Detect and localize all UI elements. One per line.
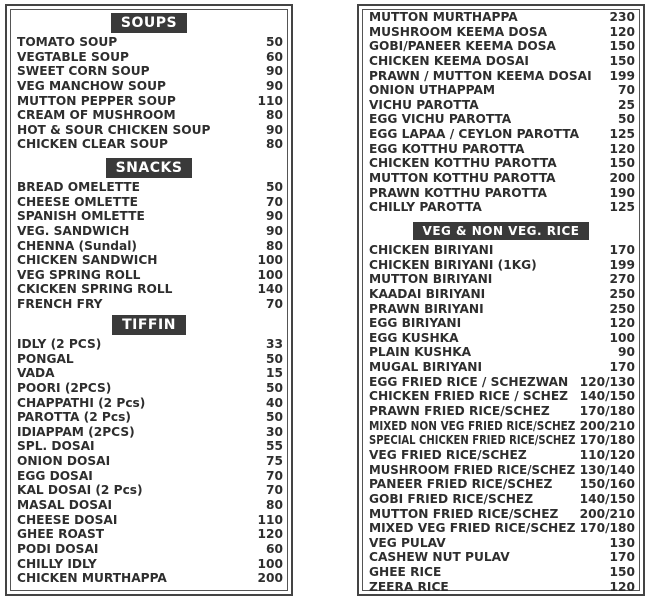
item-price: 120/130 — [579, 374, 635, 389]
item-price: 80 — [266, 498, 283, 513]
item-price: 110 — [257, 512, 283, 527]
item-name: CHAPPATHI (2 Pcs) — [17, 395, 146, 410]
menu-item — [359, 186, 643, 201]
item-name: CHICKEN KOTTHU PAROTTA — [369, 156, 557, 171]
menu-item — [359, 448, 643, 463]
item-price: 125 — [609, 127, 635, 142]
section-header-wrap — [7, 314, 291, 334]
section-header: TIFFIN — [112, 315, 186, 335]
snacks-section — [7, 157, 291, 312]
item-name: CHILLY IDLY — [17, 556, 97, 571]
item-price: 110/120 — [579, 447, 635, 462]
item-price: 200/210 — [579, 418, 635, 433]
menu-item — [7, 410, 291, 425]
item-price: 40 — [266, 395, 283, 410]
item-price: 70 — [266, 297, 283, 312]
item-name: KAL DOSAI (2 Pcs) — [17, 483, 143, 498]
item-price: 199 — [609, 68, 635, 83]
menu-item — [359, 10, 643, 25]
item-price: 130/140 — [579, 462, 635, 477]
item-name: MUSHROOM FRIED RICE/SCHEZ — [369, 462, 576, 477]
menu-item — [7, 253, 291, 268]
item-name: GOBI/PANEER KEEMA DOSA — [369, 39, 556, 54]
item-name: EGG FRIED RICE / SCHEZWAN — [369, 374, 569, 389]
item-name: PRAWN FRIED RICE/SCHEZ — [369, 404, 550, 419]
item-price: 80 — [266, 137, 283, 152]
menu-item — [7, 94, 291, 109]
item-name: VEG. SANDWICH — [17, 223, 130, 238]
item-name: CHEESE OMLETTE — [17, 194, 138, 209]
item-name: VADA — [17, 366, 55, 381]
menu-item — [359, 536, 643, 551]
item-name: MUTTON PEPPER SOUP — [17, 93, 176, 108]
item-price: 125 — [609, 200, 635, 215]
item-price: 70 — [618, 83, 635, 98]
menu-item — [359, 156, 643, 171]
menu-item — [359, 171, 643, 186]
item-name: VEG MANCHOW SOUP — [17, 78, 166, 93]
item-name: CREAM OF MUSHROOM — [17, 108, 176, 123]
item-name: PANEER FRIED RICE/SCHEZ — [369, 477, 553, 492]
menu-item — [7, 79, 291, 94]
menu-item — [7, 180, 291, 195]
item-name: EGG BIRIYANI — [369, 316, 462, 331]
item-price: 170 — [609, 360, 635, 375]
item-price: 25 — [618, 97, 635, 112]
item-price: 120 — [609, 141, 635, 156]
menu-item — [359, 287, 643, 302]
item-name: MIXED NON VEG FRIED RICE/SCHEZ — [369, 418, 576, 433]
item-name: GHEE RICE — [369, 565, 442, 580]
menu-item — [359, 316, 643, 331]
item-name: SWEET CORN SOUP — [17, 64, 150, 79]
section-header: SOUPS — [111, 13, 187, 33]
menu-item — [359, 69, 643, 84]
item-name: VEG SPRING ROLL — [17, 267, 141, 282]
menu-item — [7, 483, 291, 498]
item-name: CHICKEN KEEMA DOSAI — [369, 53, 529, 68]
item-name: MUSHROOM KEEMA DOSA — [369, 24, 548, 39]
item-price: 270 — [609, 272, 635, 287]
item-price: 70 — [266, 468, 283, 483]
item-name: MUGAL BIRIYANI — [369, 360, 483, 375]
tiffin-section — [7, 314, 291, 586]
item-name: FRENCH FRY — [17, 297, 103, 312]
item-name: CHILLY PAROTTA — [369, 200, 482, 215]
item-name: EGG KUSHKA — [369, 330, 459, 345]
item-name: VEG FRIED RICE/SCHEZ — [369, 447, 527, 462]
item-price: 170 — [609, 550, 635, 565]
item-name: GHEE ROAST — [17, 527, 105, 542]
menu-item — [359, 550, 643, 565]
section-header-wrap — [7, 12, 291, 32]
item-name: MASAL DOSAI — [17, 498, 113, 513]
menu-item — [359, 243, 643, 258]
item-price: 150 — [609, 53, 635, 68]
item-name: POORI (2PCS) — [17, 380, 112, 395]
item-name: GOBI FRIED RICE/SCHEZ — [369, 491, 534, 506]
item-name: CKICKEN SPRING ROLL — [17, 282, 173, 297]
item-name: IDIAPPAM (2PCS) — [17, 424, 135, 439]
item-price: 190 — [609, 185, 635, 200]
menu-item — [359, 25, 643, 40]
item-price: 200 — [257, 571, 283, 586]
menu-item — [7, 337, 291, 352]
menu-item — [7, 396, 291, 411]
menu-item — [359, 83, 643, 98]
menu-item — [359, 419, 643, 434]
menu-item — [359, 272, 643, 287]
item-name: CHEESE DOSAI — [17, 512, 118, 527]
item-price: 100 — [609, 330, 635, 345]
item-price: 80 — [266, 108, 283, 123]
menu-item — [7, 195, 291, 210]
item-name: SPL. DOSAI — [17, 439, 95, 454]
item-name: EGG VICHU PAROTTA — [369, 112, 512, 127]
item-name: MUTTON BIRIYANI — [369, 272, 493, 287]
menu-item — [359, 389, 643, 404]
menu-item — [359, 54, 643, 69]
item-price: 15 — [266, 366, 283, 381]
item-price: 90 — [266, 78, 283, 93]
menu-item — [359, 580, 643, 595]
menu-item — [7, 282, 291, 297]
menu-item — [7, 352, 291, 367]
item-price: 170/180 — [579, 521, 635, 536]
menu-page-left — [5, 4, 293, 596]
item-price: 150/160 — [579, 477, 635, 492]
item-name: PONGAL — [17, 351, 74, 366]
item-name: PRAWN BIRIYANI — [369, 301, 484, 316]
item-price: 230 — [609, 10, 635, 24]
item-name: EGG LAPAA / CEYLON PAROTTA — [369, 127, 579, 142]
continued-section — [359, 10, 643, 215]
item-name: CHICKEN SANDWICH — [17, 253, 158, 268]
menu-item — [7, 513, 291, 528]
item-name: MUTTON KOTTHU PAROTTA — [369, 171, 556, 186]
item-name: VEGTABLE SOUP — [17, 49, 129, 64]
item-name: SPECIAL CHICKEN FRIED RICE/SCHEZ — [369, 433, 576, 448]
item-price: 100 — [257, 253, 283, 268]
item-price: 90 — [266, 122, 283, 137]
menu-item — [359, 127, 643, 142]
item-price: 55 — [266, 439, 283, 454]
menu-item — [7, 137, 291, 152]
item-name: CHENNA (Sundal) — [17, 238, 137, 253]
item-price: 120 — [609, 579, 635, 594]
menu-item — [359, 142, 643, 157]
item-name: CHICKEN FRIED RICE / SCHEZ — [369, 389, 568, 404]
menu-item — [7, 224, 291, 239]
item-price: 120 — [609, 24, 635, 39]
item-name: ONION DOSAI — [17, 454, 111, 469]
item-name: KAADAI BIRIYANI — [369, 286, 486, 301]
menu-item — [359, 404, 643, 419]
item-price: 170/180 — [579, 404, 635, 419]
item-price: 140/150 — [579, 389, 635, 404]
item-name: ZEERA RICE — [369, 579, 449, 594]
menu-page-right — [357, 4, 645, 596]
item-price: 170 — [609, 243, 635, 257]
item-name: PLAIN KUSHKA — [369, 345, 472, 360]
section-header-wrap — [7, 157, 291, 177]
menu-item — [7, 381, 291, 396]
item-name: ONION UTHAPPAM — [369, 83, 496, 98]
item-name: EGG KOTTHU PAROTTA — [369, 141, 525, 156]
menu-item — [7, 297, 291, 312]
item-price: 50 — [266, 35, 283, 49]
menu-item — [7, 35, 291, 50]
section-header: VEG & NON VEG. RICE — [413, 222, 590, 240]
item-name: CHICKEN MURTHAPPA — [17, 571, 167, 586]
item-price: 60 — [266, 541, 283, 556]
item-name: PRAWN KOTTHU PAROTTA — [369, 185, 547, 200]
item-name: TOMATO SOUP — [17, 35, 118, 49]
item-name: IDLY (2 PCS) — [17, 337, 102, 351]
item-name: VICHU PAROTTA — [369, 97, 479, 112]
item-price: 33 — [266, 337, 283, 351]
menu-item — [7, 454, 291, 469]
menu-item — [359, 507, 643, 522]
item-price: 120 — [257, 527, 283, 542]
menu-item — [359, 360, 643, 375]
item-name: MUTTON MURTHAPPA — [369, 10, 518, 24]
menu-item — [7, 50, 291, 65]
menu-item — [7, 239, 291, 254]
menu-item — [7, 439, 291, 454]
menu-item — [359, 98, 643, 113]
item-price: 75 — [266, 454, 283, 469]
item-price: 100 — [257, 556, 283, 571]
item-name: CHICKEN BIRIYANI (1KG) — [369, 257, 537, 272]
menu-item — [359, 200, 643, 215]
item-name: EGG DOSAI — [17, 468, 93, 483]
menu-item — [7, 108, 291, 123]
item-name: PAROTTA (2 Pcs) — [17, 410, 131, 425]
item-price: 170/180 — [579, 433, 635, 448]
item-price: 110 — [257, 93, 283, 108]
menu-item — [359, 258, 643, 273]
section-header: SNACKS — [106, 158, 193, 178]
menu-item — [359, 39, 643, 54]
section-header-wrap — [359, 220, 643, 240]
item-price: 70 — [266, 194, 283, 209]
item-name: PODI DOSAI — [17, 541, 99, 556]
menu-item — [7, 425, 291, 440]
item-price: 30 — [266, 424, 283, 439]
menu-item — [7, 268, 291, 283]
item-price: 250 — [609, 301, 635, 316]
menu-item — [359, 477, 643, 492]
item-price: 200 — [609, 171, 635, 186]
item-price: 70 — [266, 483, 283, 498]
item-price: 120 — [609, 316, 635, 331]
item-name: HOT & SOUR CHICKEN SOUP — [17, 122, 211, 137]
item-price: 80 — [266, 238, 283, 253]
menu-item — [359, 345, 643, 360]
menu-item — [359, 302, 643, 317]
soups-section — [7, 12, 291, 152]
item-price: 90 — [266, 64, 283, 79]
item-price: 250 — [609, 286, 635, 301]
item-price: 90 — [618, 345, 635, 360]
item-name: MIXED VEG FRIED RICE/SCHEZ — [369, 521, 576, 536]
item-price: 50 — [266, 180, 283, 194]
menu-item — [7, 498, 291, 513]
item-name: CHICKEN CLEAR SOUP — [17, 137, 168, 152]
menu-item — [7, 64, 291, 79]
item-price: 50 — [266, 380, 283, 395]
menu-item — [359, 375, 643, 390]
item-name: BREAD OMELETTE — [17, 180, 140, 194]
menu-item — [7, 571, 291, 586]
menu-item — [7, 123, 291, 138]
menu-item — [7, 366, 291, 381]
menu-item — [359, 565, 643, 580]
item-price: 200/210 — [579, 506, 635, 521]
item-price: 140 — [257, 282, 283, 297]
item-price: 50 — [618, 112, 635, 127]
menu-item — [7, 527, 291, 542]
item-price: 60 — [266, 49, 283, 64]
item-name: VEG PULAV — [369, 535, 446, 550]
menu-item — [359, 112, 643, 127]
item-price: 150 — [609, 156, 635, 171]
item-price: 50 — [266, 410, 283, 425]
item-name: SPANISH OMLETTE — [17, 209, 145, 224]
item-price: 150 — [609, 565, 635, 580]
veg-non-veg-rice-section — [359, 220, 643, 594]
menu-item — [7, 469, 291, 484]
item-price: 150 — [609, 39, 635, 54]
item-price: 50 — [266, 351, 283, 366]
item-name: PRAWN / MUTTON KEEMA DOSAI — [369, 68, 592, 83]
item-price: 90 — [266, 209, 283, 224]
menu-item — [359, 331, 643, 346]
item-price: 199 — [609, 257, 635, 272]
item-price: 140/150 — [579, 491, 635, 506]
menu-item — [7, 542, 291, 557]
menu-item — [359, 521, 643, 536]
menu-item — [7, 557, 291, 572]
item-name: CHICKEN BIRIYANI — [369, 243, 494, 257]
item-name: MUTTON FRIED RICE/SCHEZ — [369, 506, 559, 521]
item-name: CASHEW NUT PULAV — [369, 550, 510, 565]
item-price: 100 — [257, 267, 283, 282]
menu-item — [7, 209, 291, 224]
item-price: 130 — [609, 535, 635, 550]
menu-item — [359, 463, 643, 478]
menu-item — [359, 433, 643, 448]
item-price: 90 — [266, 223, 283, 238]
menu-item — [359, 492, 643, 507]
